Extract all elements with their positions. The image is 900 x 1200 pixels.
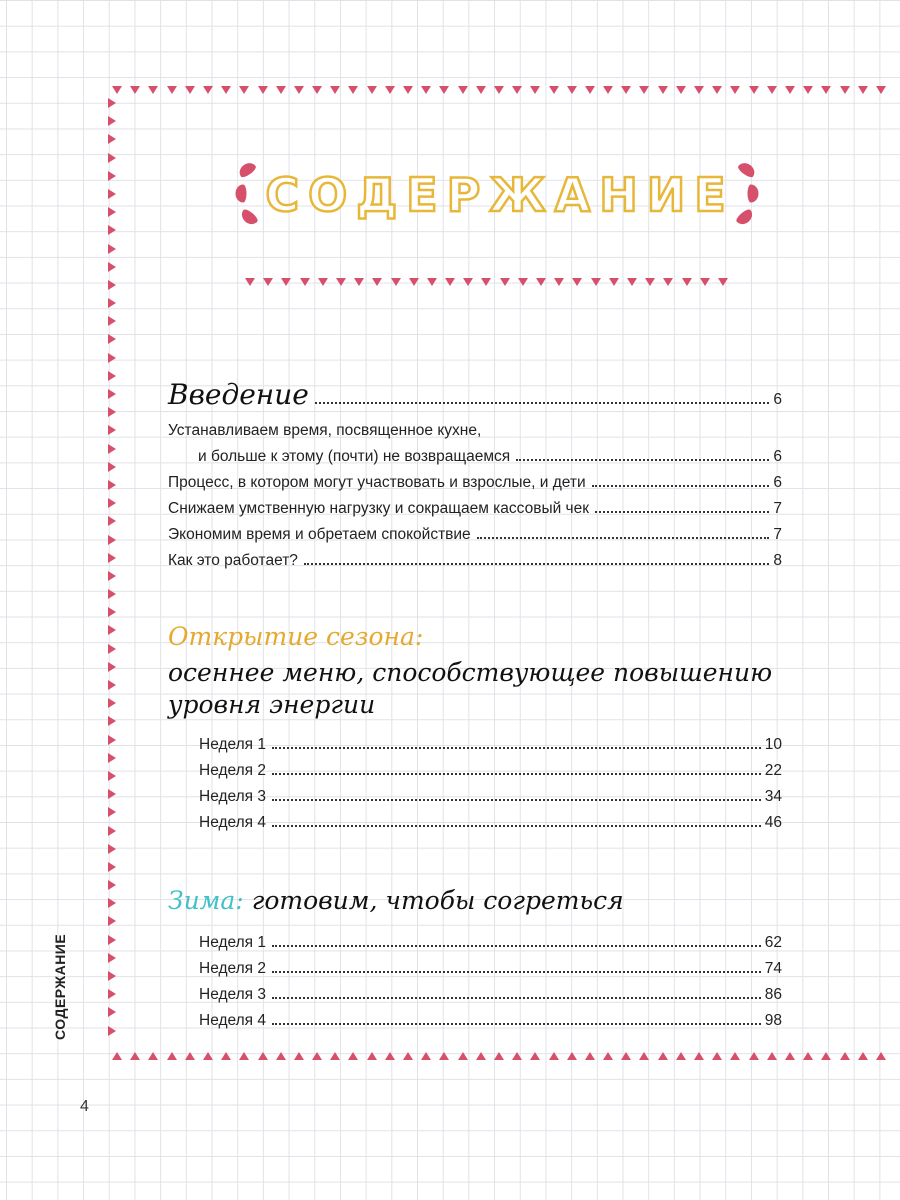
triangle-ornament	[148, 86, 158, 94]
triangle-ornament	[663, 278, 673, 286]
triangle-ornament	[858, 86, 868, 94]
page-ref: 6	[773, 448, 782, 465]
triangle-ornament	[108, 789, 116, 799]
triangle-ornament	[185, 1052, 195, 1060]
triangle-ornament	[621, 1052, 631, 1060]
autumn-section-title: Открытие сезона:	[168, 622, 424, 651]
triangle-ornament	[876, 1052, 886, 1060]
triangle-ornament	[108, 880, 116, 890]
triangle-ornament	[549, 1052, 559, 1060]
entry-label: Экономим время и обретаем спокойствие	[168, 526, 471, 543]
triangle-ornament	[221, 86, 231, 94]
triangle-ornament	[512, 1052, 522, 1060]
triangle-ornament	[108, 644, 116, 654]
triangle-ornament	[108, 535, 116, 545]
intro-title: Введение	[168, 378, 309, 411]
triangle-ornament	[108, 625, 116, 635]
triangle-ornament	[749, 1052, 759, 1060]
triangle-ornament	[639, 86, 649, 94]
page-ref: 22	[764, 762, 782, 779]
triangle-ornament	[536, 278, 546, 286]
toc-entry	[168, 422, 782, 440]
triangle-ornament	[108, 1007, 116, 1017]
triangle-ornament	[572, 278, 582, 286]
triangle-ornament	[458, 1052, 468, 1060]
triangle-ornament	[421, 1052, 431, 1060]
triangle-ornament	[108, 225, 116, 235]
triangle-ornament	[712, 86, 722, 94]
toc-entry-week[interactable]	[199, 960, 782, 978]
toc-entry[interactable]	[168, 526, 782, 544]
triangle-ornament	[367, 1052, 377, 1060]
triangle-ornament	[463, 278, 473, 286]
dot-leader	[272, 971, 761, 973]
triangle-ornament	[821, 1052, 831, 1060]
triangle-ornament	[749, 86, 759, 94]
entry-label: Как это работает?	[168, 552, 298, 569]
triangle-ornament	[591, 278, 601, 286]
triangle-ornament	[476, 86, 486, 94]
heading-block	[230, 150, 770, 240]
entry-label: Устанавливаем время, посвященное кухне,	[168, 422, 482, 439]
triangle-ornament	[518, 278, 528, 286]
triangle-ornament	[348, 1052, 358, 1060]
dot-leader	[477, 537, 770, 539]
triangle-ornament	[458, 86, 468, 94]
toc-entry-intro[interactable]	[168, 378, 782, 411]
triangle-ornament	[439, 86, 449, 94]
triangle-ornament	[239, 1052, 249, 1060]
triangle-ornament	[108, 826, 116, 836]
triangle-ornament	[354, 278, 364, 286]
entry-label: Неделя 4	[199, 814, 266, 831]
triangle-ornament	[621, 86, 631, 94]
triangle-ornament	[112, 86, 122, 94]
triangle-ornament	[585, 1052, 595, 1060]
triangle-ornament	[108, 444, 116, 454]
triangle-ornament	[312, 86, 322, 94]
triangle-ornament	[203, 1052, 213, 1060]
page-ref: 10	[764, 736, 782, 753]
triangle-ornament	[108, 716, 116, 726]
triangle-ornament	[130, 86, 140, 94]
triangle-ornament	[108, 807, 116, 817]
triangle-ornament	[767, 1052, 777, 1060]
triangle-ornament	[108, 662, 116, 672]
triangle-ornament	[108, 98, 116, 108]
dot-leader	[592, 485, 770, 487]
triangle-ornament	[609, 278, 619, 286]
triangle-ornament	[108, 334, 116, 344]
triangle-ornament	[385, 1052, 395, 1060]
triangle-ornament	[108, 316, 116, 326]
dot-leader	[272, 945, 761, 947]
entry-label: Неделя 2	[199, 960, 266, 977]
triangle-ornament	[294, 1052, 304, 1060]
triangle-ornament	[108, 462, 116, 472]
dot-leader	[272, 773, 761, 775]
dot-leader	[272, 1023, 761, 1025]
triangle-ornament	[694, 86, 704, 94]
triangle-ornament	[108, 262, 116, 272]
toc-entry-week[interactable]	[199, 814, 782, 832]
frame-top-border	[112, 86, 894, 94]
triangle-ornament	[481, 278, 491, 286]
triangle-ornament	[203, 86, 213, 94]
triangle-ornament	[409, 278, 419, 286]
triangle-ornament	[718, 278, 728, 286]
toc-entry[interactable]	[198, 448, 782, 466]
winter-section-heading	[168, 886, 624, 915]
triangle-ornament	[530, 1052, 540, 1060]
triangle-ornament	[130, 1052, 140, 1060]
entry-label: Неделя 2	[199, 762, 266, 779]
dot-leader	[304, 563, 769, 565]
triangle-ornament	[840, 1052, 850, 1060]
triangle-ornament	[108, 298, 116, 308]
triangle-ornament	[700, 278, 710, 286]
triangle-ornament	[221, 1052, 231, 1060]
triangle-ornament	[445, 278, 455, 286]
triangle-ornament	[276, 1052, 286, 1060]
dot-leader	[272, 747, 761, 749]
toc-entry[interactable]	[168, 552, 782, 570]
toc-entry-week[interactable]	[199, 1012, 782, 1030]
triangle-ornament	[108, 498, 116, 508]
heading-divider	[245, 278, 736, 286]
triangle-ornament	[627, 278, 637, 286]
triangle-ornament	[840, 86, 850, 94]
triangle-ornament	[712, 1052, 722, 1060]
triangle-ornament	[567, 1052, 577, 1060]
triangle-ornament	[108, 935, 116, 945]
triangle-ornament	[427, 278, 437, 286]
triangle-ornament	[108, 389, 116, 399]
triangle-ornament	[603, 1052, 613, 1060]
triangle-ornament	[385, 86, 395, 94]
triangle-ornament	[167, 86, 177, 94]
dot-leader	[272, 825, 761, 827]
triangle-ornament	[858, 1052, 868, 1060]
page-ref: 8	[773, 552, 782, 569]
triangle-ornament	[108, 407, 116, 417]
dot-leader	[315, 402, 770, 404]
entry-label: Неделя 1	[199, 736, 266, 753]
triangle-ornament	[682, 278, 692, 286]
triangle-ornament	[676, 86, 686, 94]
entry-label: Процесс, в котором могут участвовать и взрослые, и дети	[168, 474, 586, 491]
triangle-ornament	[258, 1052, 268, 1060]
triangle-ornament	[639, 1052, 649, 1060]
triangle-ornament	[108, 735, 116, 745]
triangle-ornament	[108, 480, 116, 490]
triangle-ornament	[108, 116, 116, 126]
triangle-ornament	[318, 278, 328, 286]
triangle-ornament	[403, 86, 413, 94]
triangle-ornament	[258, 86, 268, 94]
triangle-ornament	[108, 589, 116, 599]
toc-entry[interactable]	[168, 474, 782, 492]
triangle-ornament	[658, 1052, 668, 1060]
triangle-ornament	[108, 171, 116, 181]
triangle-ornament	[108, 134, 116, 144]
page-ref: 6	[773, 474, 782, 491]
dot-leader	[595, 511, 769, 513]
triangle-ornament	[549, 86, 559, 94]
triangle-ornament	[803, 1052, 813, 1060]
triangle-ornament	[108, 1026, 116, 1036]
triangle-ornament	[108, 553, 116, 563]
triangle-ornament	[476, 1052, 486, 1060]
triangle-ornament	[294, 86, 304, 94]
triangle-ornament	[730, 1052, 740, 1060]
triangle-ornament	[767, 86, 777, 94]
triangle-ornament	[108, 425, 116, 435]
triangle-ornament	[239, 86, 249, 94]
triangle-ornament	[439, 1052, 449, 1060]
triangle-ornament	[336, 278, 346, 286]
triangle-ornament	[245, 278, 255, 286]
triangle-ornament	[567, 86, 577, 94]
triangle-ornament	[603, 86, 613, 94]
autumn-section-subtitle: осеннее меню, способствующее повышению	[168, 658, 773, 687]
dot-leader	[516, 459, 769, 461]
entry-label: Снижаем умственную нагрузку и сокращаем кассовый чек	[168, 500, 590, 517]
frame-left-border	[108, 98, 116, 1044]
triangle-ornament	[554, 278, 564, 286]
triangle-ornament	[108, 207, 116, 217]
triangle-ornament	[263, 278, 273, 286]
triangle-ornament	[108, 953, 116, 963]
page-number: 4	[80, 1098, 89, 1115]
triangle-ornament	[108, 189, 116, 199]
triangle-ornament	[391, 278, 401, 286]
triangle-ornament	[730, 86, 740, 94]
triangle-ornament	[876, 86, 886, 94]
triangle-ornament	[108, 753, 116, 763]
triangle-ornament	[803, 86, 813, 94]
page-title: СОДЕРЖАНИЕ	[265, 168, 735, 222]
triangle-ornament	[276, 86, 286, 94]
triangle-ornament	[403, 1052, 413, 1060]
triangle-ornament	[494, 86, 504, 94]
entry-label: Неделя 3	[199, 986, 266, 1003]
triangle-ornament	[312, 1052, 322, 1060]
triangle-ornament	[676, 1052, 686, 1060]
triangle-ornament	[108, 989, 116, 999]
triangle-ornament	[330, 1052, 340, 1060]
frame-bottom-border	[112, 1052, 894, 1060]
entry-label: Неделя 3	[199, 788, 266, 805]
page-ref: 6	[773, 391, 782, 408]
triangle-ornament	[512, 86, 522, 94]
dot-leader	[272, 997, 761, 999]
triangle-ornament	[694, 1052, 704, 1060]
triangle-ornament	[500, 278, 510, 286]
triangle-ornament	[108, 280, 116, 290]
triangle-ornament	[421, 86, 431, 94]
page-ref: 62	[764, 934, 782, 951]
triangle-ornament	[108, 844, 116, 854]
toc-entry-week[interactable]	[199, 986, 782, 1004]
triangle-ornament	[108, 862, 116, 872]
entry-label: Неделя 1	[199, 934, 266, 951]
running-head: СОДЕРЖАНИЕ	[52, 933, 68, 1040]
triangle-ornament	[372, 278, 382, 286]
triangle-ornament	[108, 680, 116, 690]
page-ref: 34	[764, 788, 782, 805]
triangle-ornament	[821, 86, 831, 94]
triangle-ornament	[108, 571, 116, 581]
triangle-ornament	[108, 371, 116, 381]
triangle-ornament	[108, 153, 116, 163]
triangle-ornament	[530, 86, 540, 94]
toc-entry-week[interactable]	[199, 762, 782, 780]
page-ref: 74	[764, 960, 782, 977]
triangle-ornament	[585, 86, 595, 94]
triangle-ornament	[108, 971, 116, 981]
triangle-ornament	[108, 898, 116, 908]
triangle-ornament	[494, 1052, 504, 1060]
triangle-ornament	[167, 1052, 177, 1060]
triangle-ornament	[108, 771, 116, 781]
page-ref: 86	[764, 986, 782, 1003]
page-ref: 98	[764, 1012, 782, 1029]
triangle-ornament	[348, 86, 358, 94]
triangle-ornament	[108, 516, 116, 526]
entry-label: и больше к этому (почти) не возвращаемся	[198, 448, 511, 465]
triangle-ornament	[108, 698, 116, 708]
triangle-ornament	[785, 86, 795, 94]
page-ref: 7	[773, 526, 782, 543]
toc-entry[interactable]	[168, 500, 782, 518]
page-ref: 7	[773, 500, 782, 517]
triangle-ornament	[300, 278, 310, 286]
triangle-ornament	[108, 244, 116, 254]
toc-entry-week[interactable]	[199, 934, 782, 952]
triangle-ornament	[112, 1052, 122, 1060]
triangle-ornament	[108, 353, 116, 363]
triangle-ornament	[108, 916, 116, 926]
triangle-ornament	[108, 607, 116, 617]
entry-label: Неделя 4	[199, 1012, 266, 1029]
toc-entry-week[interactable]	[199, 736, 782, 754]
autumn-section-subtitle: уровня энергии	[168, 690, 376, 719]
triangle-ornament	[658, 86, 668, 94]
triangle-ornament	[330, 86, 340, 94]
winter-section-title: Зима:	[168, 886, 244, 915]
triangle-ornament	[645, 278, 655, 286]
toc-entry-week[interactable]	[199, 788, 782, 806]
triangle-ornament	[367, 86, 377, 94]
triangle-ornament	[785, 1052, 795, 1060]
page-ref: 46	[764, 814, 782, 831]
winter-section-subtitle: готовим, чтобы согреться	[251, 886, 624, 915]
triangle-ornament	[148, 1052, 158, 1060]
dot-leader	[272, 799, 761, 801]
triangle-ornament	[281, 278, 291, 286]
triangle-ornament	[185, 86, 195, 94]
